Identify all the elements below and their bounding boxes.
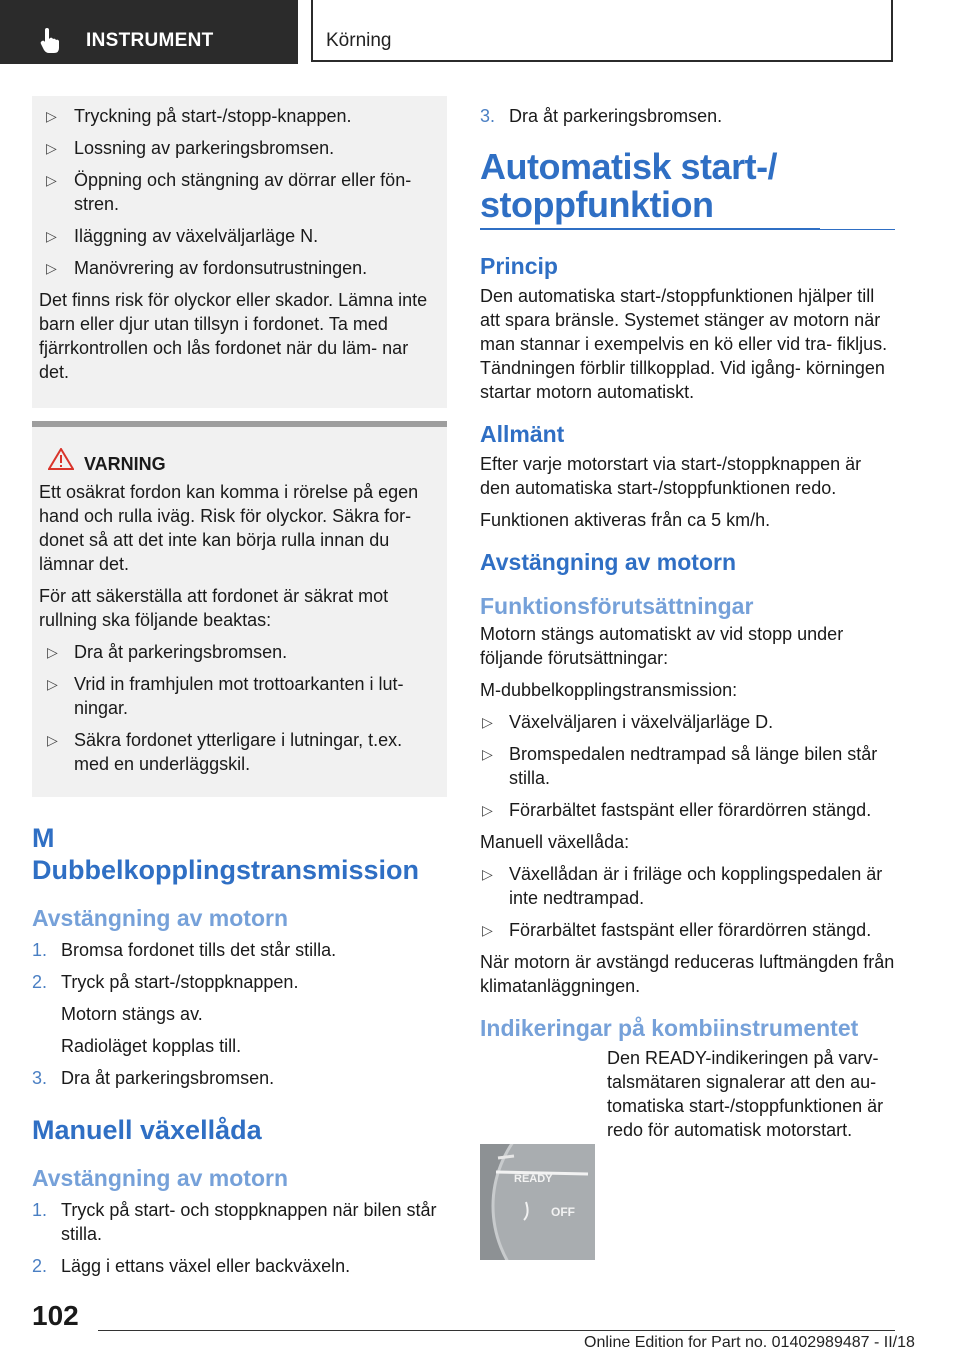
- page-number: 102: [32, 1300, 79, 1331]
- tachometer-illustration: [480, 1144, 595, 1260]
- warning-triangle-icon: [48, 448, 74, 470]
- triangle-bullet-icon: ▷: [47, 676, 58, 692]
- body-text: Den READY-indikeringen på varv- talsmätaren signalerar att den au- tomatiska start-/stoppfunktionen är redo för automatisk motorstart.: [607, 1048, 884, 1140]
- warning-box: [32, 427, 447, 797]
- triangle-bullet-icon: ▷: [46, 228, 57, 244]
- body-text: Efter varje motorstart via start-/stoppknappen är den automatiska start-/stoppfunktionen redo.: [480, 454, 862, 498]
- subsection-heading: Avstängning av motorn: [32, 1165, 288, 1191]
- section-heading: Allmänt: [480, 421, 565, 447]
- tab-korning[interactable]: [311, 0, 893, 62]
- footer-edition: Online Edition for Part no. 01402989487 - II/18: [584, 1334, 915, 1351]
- body-text: Den automatiska start-/stoppfunktionen hjälper till att spara bränsle. Systemet stänger av motorn när man stannar i exempelvis en kö eller vid tra- fikljus. Tändningen förblir tillkopplad. Vid igång- körningen startar motorn automatiskt.: [480, 286, 888, 402]
- chapter-heading: Automatisk start-/ stoppfunktion: [480, 148, 820, 229]
- list-item: ▷ Lossning av parkeringsbromsen.: [46, 138, 335, 158]
- body-text: Manuell växellåda:: [480, 832, 630, 852]
- list-item: ▷ Tryckning på start-/stopp-knappen.: [46, 106, 352, 126]
- list-item: ▷ Förarbältet fastspänt eller förardörren stängd.: [482, 920, 872, 940]
- list-item: ▷ Vrid in framhjulen mot trottoarkanten i lut- ningar.: [47, 674, 404, 718]
- triangle-bullet-icon: ▷: [46, 108, 57, 124]
- warning-text: För att säkerställa att fordonet är säkrat mot rullning ska följande beaktas:: [39, 586, 389, 630]
- subsection-heading: Indikeringar på kombiinstrumentet: [480, 1015, 859, 1041]
- body-text: Funktionen aktiveras från ca 5 km/h.: [480, 510, 771, 530]
- section-heading: M Dubbelkopplingstransmission: [32, 823, 420, 885]
- section-heading: Manuell växellåda: [32, 1115, 262, 1145]
- step-item: 1. Bromsa fordonet tills det står stilla.: [32, 940, 337, 960]
- triangle-bullet-icon: ▷: [47, 732, 58, 748]
- ready-gauge-image: [480, 1144, 595, 1260]
- list-item: ▷ Växelväljaren i växelväljarläge D.: [482, 712, 774, 732]
- section-heading: Princip: [480, 253, 558, 279]
- section-header: [0, 0, 298, 64]
- triangle-bullet-icon: ▷: [482, 802, 493, 818]
- step-note: Motorn stängs av.: [61, 1004, 203, 1024]
- triangle-bullet-icon: ▷: [482, 746, 493, 762]
- list-item: ▷ Öppning och stängning av dörrar eller fön- stren.: [46, 170, 412, 214]
- triangle-bullet-icon: ▷: [46, 260, 57, 276]
- info-box: [32, 96, 447, 408]
- subsection-heading: Funktionsförutsättningar: [480, 593, 754, 619]
- triangle-bullet-icon: ▷: [482, 714, 493, 730]
- list-item: ▷ Bromspedalen nedtrampad så länge bilen står stilla.: [482, 744, 878, 788]
- step-item: 3. Dra åt parkeringsbromsen.: [480, 106, 723, 126]
- step-note: Radioläget kopplas till.: [61, 1036, 242, 1056]
- triangle-bullet-icon: ▷: [46, 140, 57, 156]
- body-text: Det finns risk för olyckor eller skador. Lämna inte barn eller djur utan tillsyn i fordonet. Ta med fjärrkontrollen och lås fordonet när du läm- nar det.: [39, 290, 428, 382]
- section-heading: Avstängning av motorn: [480, 549, 736, 575]
- body-text: När motorn är avstängd reduceras luftmängden från klimatanläggningen.: [480, 952, 895, 996]
- list-item: ▷ Förarbältet fastspänt eller förardörren stängd.: [482, 800, 872, 820]
- right-column: [480, 104, 895, 1150]
- left-column-lower: [32, 822, 447, 1286]
- triangle-bullet-icon: ▷: [47, 644, 58, 660]
- warning-text: Ett osäkrat fordon kan komma i rörelse på egen hand och rulla iväg. Risk för olyckor. Säkra for- donet så att det inte kan börja rulla innan du lämnar det.: [39, 482, 419, 574]
- step-item: 1. Tryck på start- och stoppknappen när bilen står stilla.: [32, 1200, 437, 1244]
- triangle-bullet-icon: ▷: [482, 922, 493, 938]
- step-item: 3. Dra åt parkeringsbromsen.: [32, 1068, 275, 1088]
- list-item: ▷ Säkra fordonet ytterligare i lutningar, t.ex. med en underläggskil.: [47, 730, 403, 774]
- body-text: M-dubbelkopplingstransmission:: [480, 680, 738, 700]
- triangle-bullet-icon: ▷: [482, 866, 493, 882]
- list-item: ▷ Växellådan är i friläge och kopplingspedalen är inte nedtrampad.: [482, 864, 883, 908]
- list-item: ▷ Dra åt parkeringsbromsen.: [47, 642, 288, 662]
- list-item: ▷ Iläggning av växelväljarläge N.: [46, 226, 319, 246]
- section-title: INSTRUMENT: [86, 30, 214, 51]
- list-item: ▷ Manövrering av fordonsutrustningen.: [46, 258, 368, 278]
- triangle-bullet-icon: ▷: [46, 172, 57, 188]
- gauge-off-label: OFF: [551, 1205, 575, 1219]
- hand-pointer-icon: [40, 27, 62, 53]
- subsection-heading: Avstängning av motorn: [32, 905, 288, 931]
- gauge-ready-label: READY: [514, 1173, 553, 1185]
- step-item: 2. Tryck på start-/stoppknappen.: [32, 972, 299, 992]
- tab-label: Körning: [326, 30, 392, 51]
- body-text: Motorn stängs automatiskt av vid stopp under följande förutsättningar:: [480, 624, 844, 668]
- warning-title: VARNING: [84, 454, 166, 474]
- footer-divider: [98, 1330, 895, 1331]
- step-item: 2. Lägg i ettans växel eller backväxeln.: [32, 1256, 351, 1276]
